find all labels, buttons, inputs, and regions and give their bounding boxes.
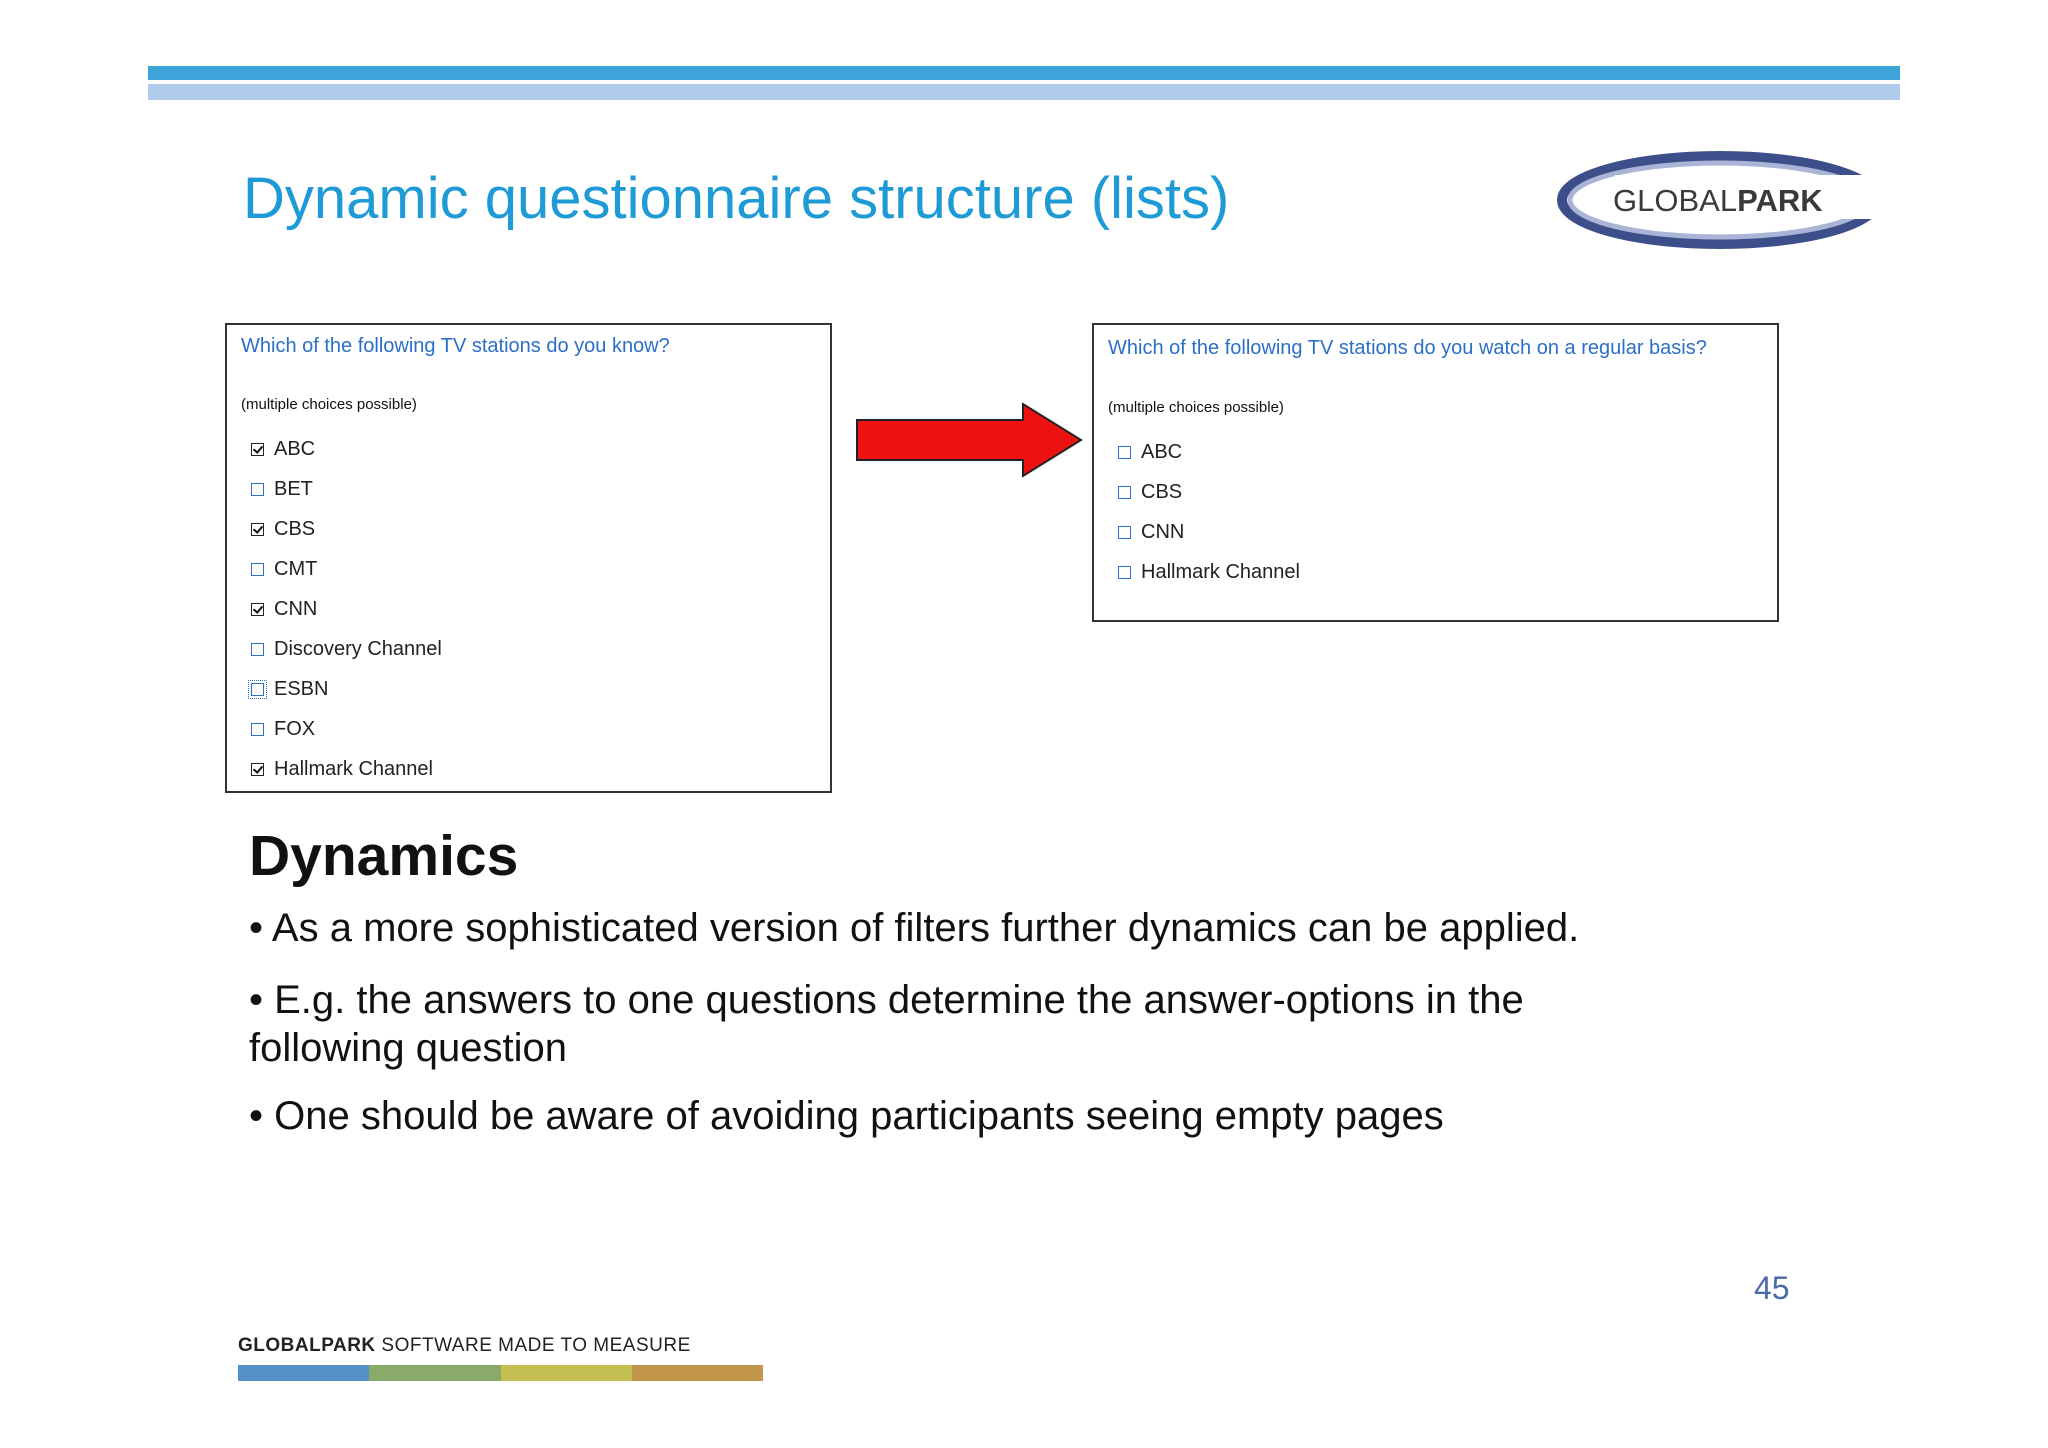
- footer-strip-segment: [369, 1365, 500, 1381]
- option-label: FOX: [274, 717, 316, 740]
- footer-strip-segment: [501, 1365, 632, 1381]
- checkbox[interactable]: [1118, 446, 1131, 459]
- checkbox-focused[interactable]: [251, 683, 264, 696]
- option-esbn[interactable]: [251, 676, 328, 702]
- option-cbs[interactable]: [1118, 479, 1182, 505]
- footer-brand: [238, 1335, 691, 1357]
- option-label: CBS: [274, 517, 316, 540]
- option-label: Hallmark Channel: [274, 757, 433, 780]
- checkbox[interactable]: [251, 723, 264, 736]
- option-label: CBS: [1141, 480, 1183, 503]
- option-fox[interactable]: [251, 716, 315, 742]
- globalpark-logo: [1555, 145, 1885, 255]
- checkbox-checked[interactable]: [251, 523, 264, 536]
- option-cnn[interactable]: [1118, 519, 1184, 545]
- option-discovery-channel[interactable]: [251, 636, 442, 662]
- footer-strip-segment: [632, 1365, 763, 1381]
- checkbox-checked[interactable]: [251, 443, 264, 456]
- option-label: ESBN: [274, 677, 329, 700]
- checkbox[interactable]: [251, 643, 264, 656]
- top-accent-bar-light: [148, 84, 1900, 100]
- footer-brand-name: GLOBALPARK: [238, 1335, 376, 1356]
- option-label: CMT: [274, 557, 318, 580]
- right-arrow-icon: [855, 402, 1083, 478]
- question-hint: (multiple choices possible): [1108, 399, 1284, 416]
- question-hint: (multiple choices possible): [241, 396, 417, 413]
- question-text: Which of the following TV stations do you watch on a regular basis?: [1108, 337, 1707, 359]
- option-cnn[interactable]: [251, 596, 317, 622]
- option-cmt[interactable]: [251, 556, 317, 582]
- checkbox[interactable]: [251, 483, 264, 496]
- logo-text: GLOBALPARK: [1613, 183, 1823, 218]
- section-heading: Dynamics: [249, 824, 519, 888]
- option-abc[interactable]: [251, 436, 315, 462]
- footer-color-strip: [238, 1365, 763, 1381]
- checkbox[interactable]: [1118, 526, 1131, 539]
- footer-strip-segment: [238, 1365, 369, 1381]
- checkbox[interactable]: [251, 563, 264, 576]
- top-accent-bar: [148, 66, 1900, 80]
- checkbox-checked[interactable]: [251, 603, 264, 616]
- bullet-item: • One should be aware of avoiding participants seeing empty pages: [249, 1094, 1444, 1138]
- option-cbs[interactable]: [251, 516, 315, 542]
- checkbox[interactable]: [1118, 486, 1131, 499]
- checkbox[interactable]: [1118, 566, 1131, 579]
- checkbox-checked[interactable]: [251, 763, 264, 776]
- option-hallmark-channel[interactable]: [251, 756, 433, 782]
- bullet-item: • As a more sophisticated version of filters further dynamics can be applied.: [249, 906, 1580, 950]
- option-label: ABC: [1141, 440, 1183, 463]
- bullet-item: • E.g. the answers to one questions determine the answer-options in the following question: [249, 978, 1524, 1070]
- question-panel-watched-stations: [1092, 323, 1779, 622]
- option-label: Hallmark Channel: [1141, 560, 1300, 583]
- option-label: CNN: [1141, 520, 1185, 543]
- option-label: BET: [274, 477, 313, 500]
- option-label: CNN: [274, 597, 318, 620]
- option-bet[interactable]: [251, 476, 313, 502]
- option-label: Discovery Channel: [274, 637, 442, 660]
- question-panel-known-stations: [225, 323, 832, 793]
- question-text: Which of the following TV stations do you know?: [241, 335, 670, 357]
- slide-title: Dynamic questionnaire structure (lists): [243, 166, 1230, 231]
- option-abc[interactable]: [1118, 439, 1182, 465]
- footer-tagline: SOFTWARE MADE TO MEASURE: [375, 1335, 691, 1356]
- option-hallmark-channel[interactable]: [1118, 559, 1300, 585]
- option-label: ABC: [274, 437, 316, 460]
- page-number: 45: [1754, 1270, 1790, 1306]
